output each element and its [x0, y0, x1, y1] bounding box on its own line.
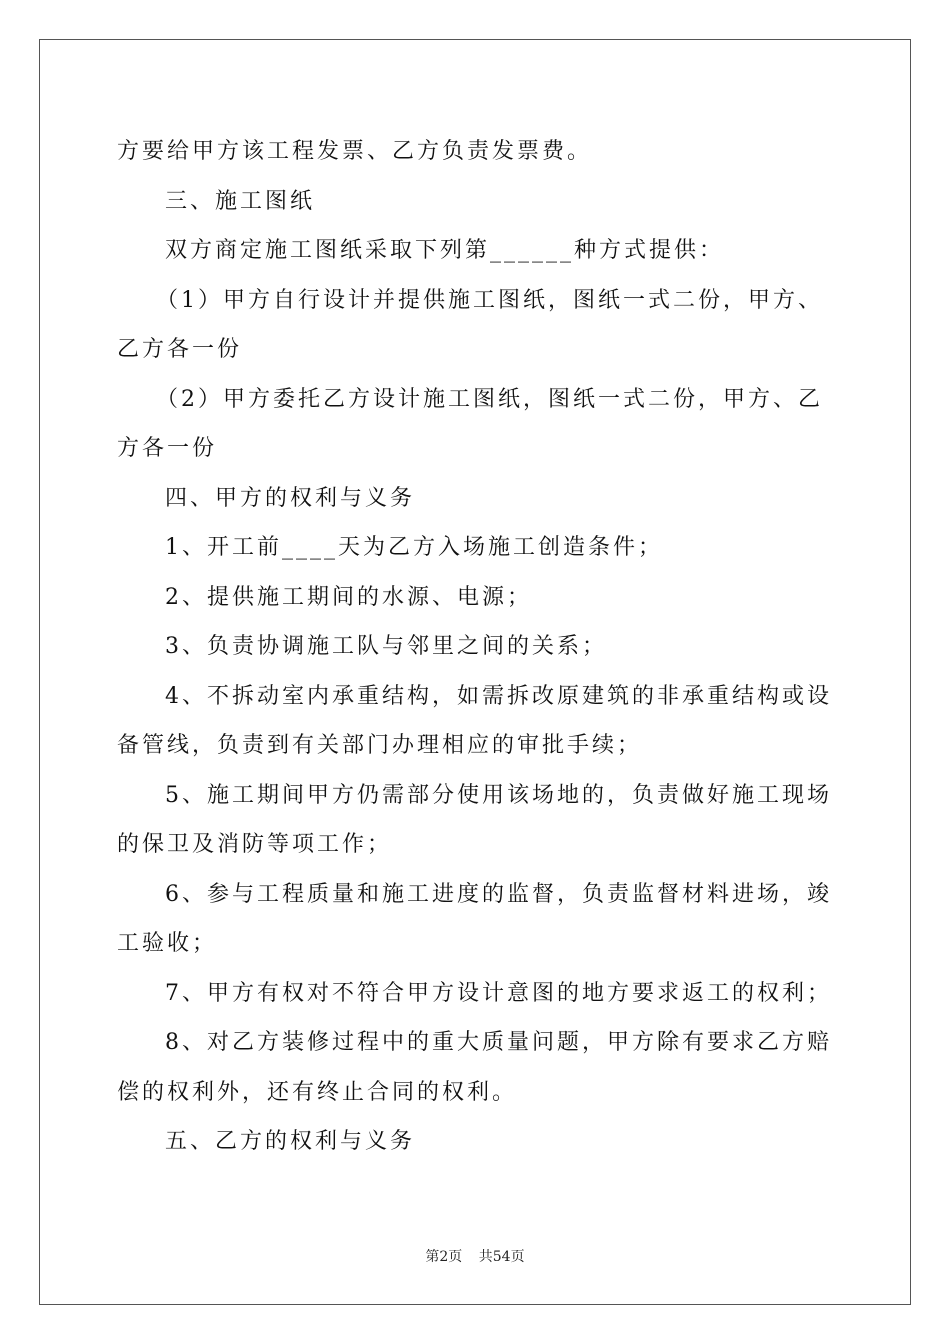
paragraph-item-5: 5、施工期间甲方仍需部分使用该场地的，负责做好施工现场的保卫及消防等项工作；: [117, 782, 832, 857]
paragraph-option-2: （2）甲方委托乙方设计施工图纸，图纸一式二份，甲方、乙方各一份: [117, 386, 823, 461]
page-footer: [0, 1246, 950, 1266]
document-body: [117, 127, 835, 1167]
heading-party-b-rights: 五、乙方的权利与义务: [165, 1129, 416, 1154]
paragraph-drawing-method: 双方商定施工图纸采取下列第______种方式提供：: [165, 238, 725, 263]
page-total: 共54页: [478, 1249, 525, 1265]
heading-drawings: 三、施工图纸: [165, 188, 316, 214]
paragraph-item-3: 3、负责协调施工队与邻里之间的关系；: [165, 634, 607, 659]
paragraph-item-4: 4、不拆动室内承重结构，如需拆改原建筑的非承重结构或设备管线，负责到有关部门办理相应的审批手续；: [117, 683, 832, 758]
paragraph-option-1: （1）甲方自行设计并提供施工图纸，图纸一式二份，甲方、乙方各一份: [117, 287, 823, 362]
paragraph-item-8: 8、对乙方装修过程中的重大质量问题，甲方除有要求乙方赔偿的权利外，还有终止合同的权利。: [117, 1030, 832, 1105]
heading-party-a-rights: 四、甲方的权利与义务: [165, 485, 416, 511]
paragraph-item-6: 6、参与工程质量和施工进度的监督，负责监督材料进场，竣工验收；: [117, 881, 832, 956]
paragraph-invoice: 方要给甲方该工程发票、乙方负责发票费。: [117, 139, 593, 164]
paragraph-item-1: 1、开工前____天为乙方入场施工创造条件；: [165, 535, 663, 560]
page-number: 第2页: [425, 1249, 463, 1265]
paragraph-item-7: 7、甲方有权对不符合甲方设计意图的地方要求返工的权利；: [165, 980, 832, 1006]
paragraph-item-2: 2、提供施工期间的水源、电源；: [165, 584, 532, 610]
